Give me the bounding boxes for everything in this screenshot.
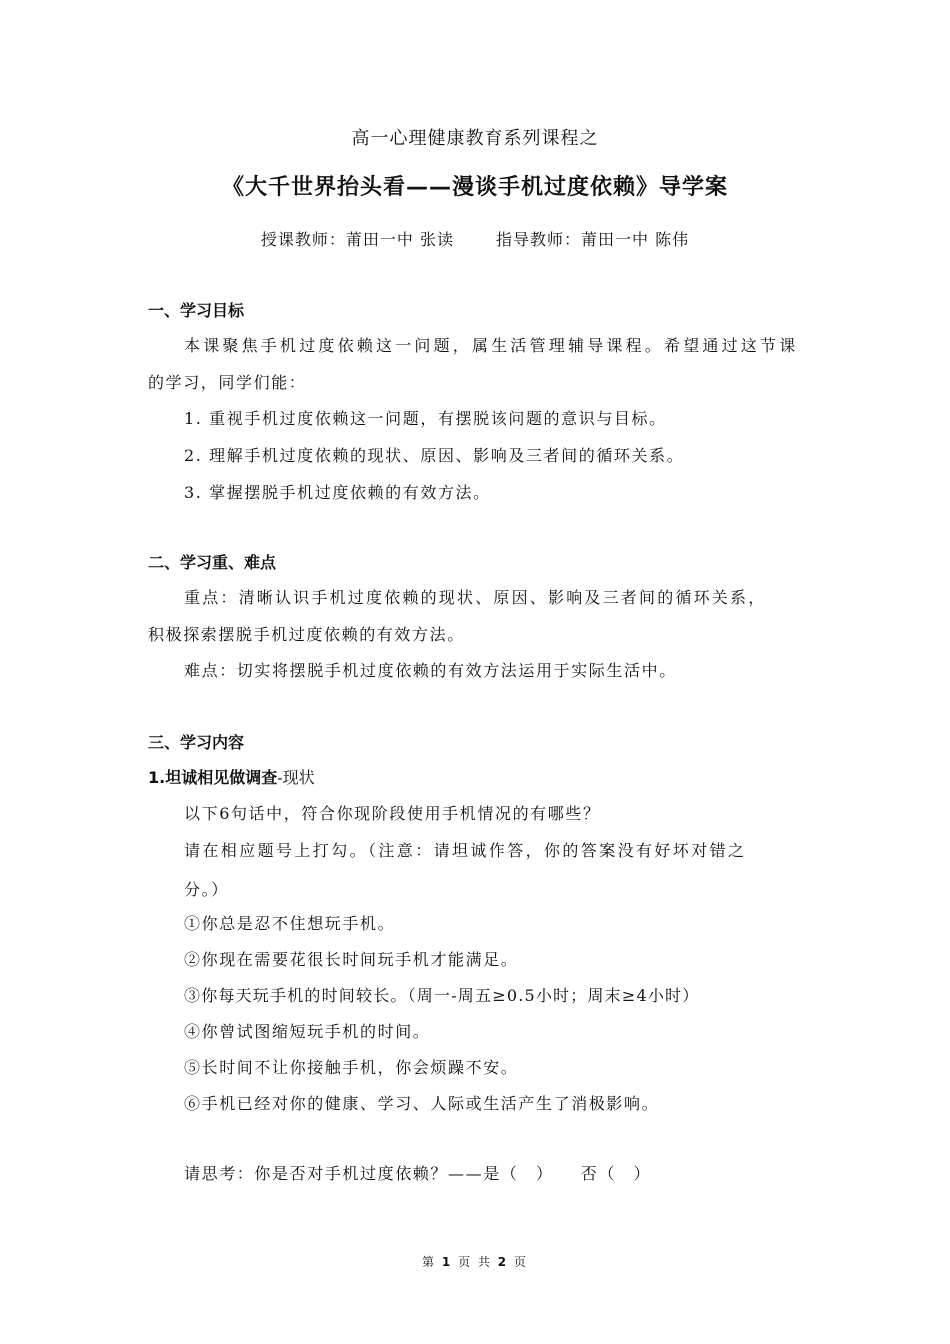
section-heading-goals: 一、学习目标 (148, 301, 245, 320)
key-point-line1: 重点：清晰认识手机过度依赖的现状、原因、影响及三者间的循环关系， (184, 588, 767, 607)
page-label-suffix: 页 (513, 1255, 528, 1269)
survey-item: ⑤长时间不让你接触手机，你会烦躁不安。 (184, 1058, 519, 1077)
teacher-line (0, 227, 950, 250)
survey-item: ②你现在需要花很长时间玩手机才能满足。 (184, 950, 519, 969)
page-total-number: 2 (497, 1255, 509, 1269)
part1-title (148, 765, 315, 788)
document-title: 《大千世界抬头看——漫谈手机过度依赖》导学案 (221, 175, 728, 200)
survey-item: ③你每天玩手机的时间较长。（周一-周五≥0.5小时；周末≥4小时） (184, 986, 700, 1005)
goal-item: 3. 掌握摆脱手机过度依赖的有效方法。 (184, 483, 491, 502)
difficulty-point: 难点：切实将摆脱手机过度依赖的有效方法运用于实际生活中。 (184, 661, 677, 680)
advisor-info: 指导教师：莆田一中 陈伟 (496, 230, 690, 249)
page-label-middle: 页 共 (458, 1255, 492, 1269)
page-current-number: 1 (441, 1255, 453, 1269)
survey-instruction-line1: 请在相应题号上打勾。（注意：请坦诚作答，你的答案没有好坏对错之 (184, 841, 747, 860)
section-heading-content: 三、学习内容 (148, 733, 245, 752)
key-point-line2: 积极探索摆脱手机过度依赖的有效方法。 (148, 625, 465, 644)
reflection-question: 请思考：你是否对手机过度依赖？——是（ ） 否（ ） (184, 1164, 652, 1183)
goal-item: 2. 理解手机过度依赖的现状、原因、影响及三者间的循环关系。 (184, 446, 685, 465)
goal-item: 1. 重视手机过度依赖这一问题，有摆脱该问题的意识与目标。 (184, 409, 667, 428)
part1-title-bold: 1.坦诚相见做调查 (148, 768, 278, 787)
course-series-subtitle: 高一心理健康教育系列课程之 (351, 128, 599, 149)
page-footer (0, 1253, 950, 1270)
section-heading-key-points: 二、学习重、难点 (148, 553, 277, 572)
goals-intro-line1: 本课聚焦手机过度依赖这一问题，属生活管理辅导课程。希望通过这节课 (184, 336, 799, 355)
survey-item: ①你总是忍不住想玩手机。 (184, 914, 396, 933)
survey-instruction-line2: 分。） (184, 880, 229, 899)
survey-item: ④你曾试图缩短玩手机的时间。 (184, 1022, 431, 1041)
page-label-prefix: 第 (422, 1255, 437, 1269)
instructor-info: 授课教师：莆田一中 张读 (260, 230, 454, 249)
part1-title-suffix: -现状 (277, 768, 315, 787)
survey-question: 以下6句话中，符合你现阶段使用手机情况的有哪些？ (184, 804, 601, 823)
survey-item: ⑥手机已经对你的健康、学习、人际或生活产生了消极影响。 (184, 1094, 660, 1113)
goals-intro-line2: 的学习，同学们能： (148, 373, 307, 392)
